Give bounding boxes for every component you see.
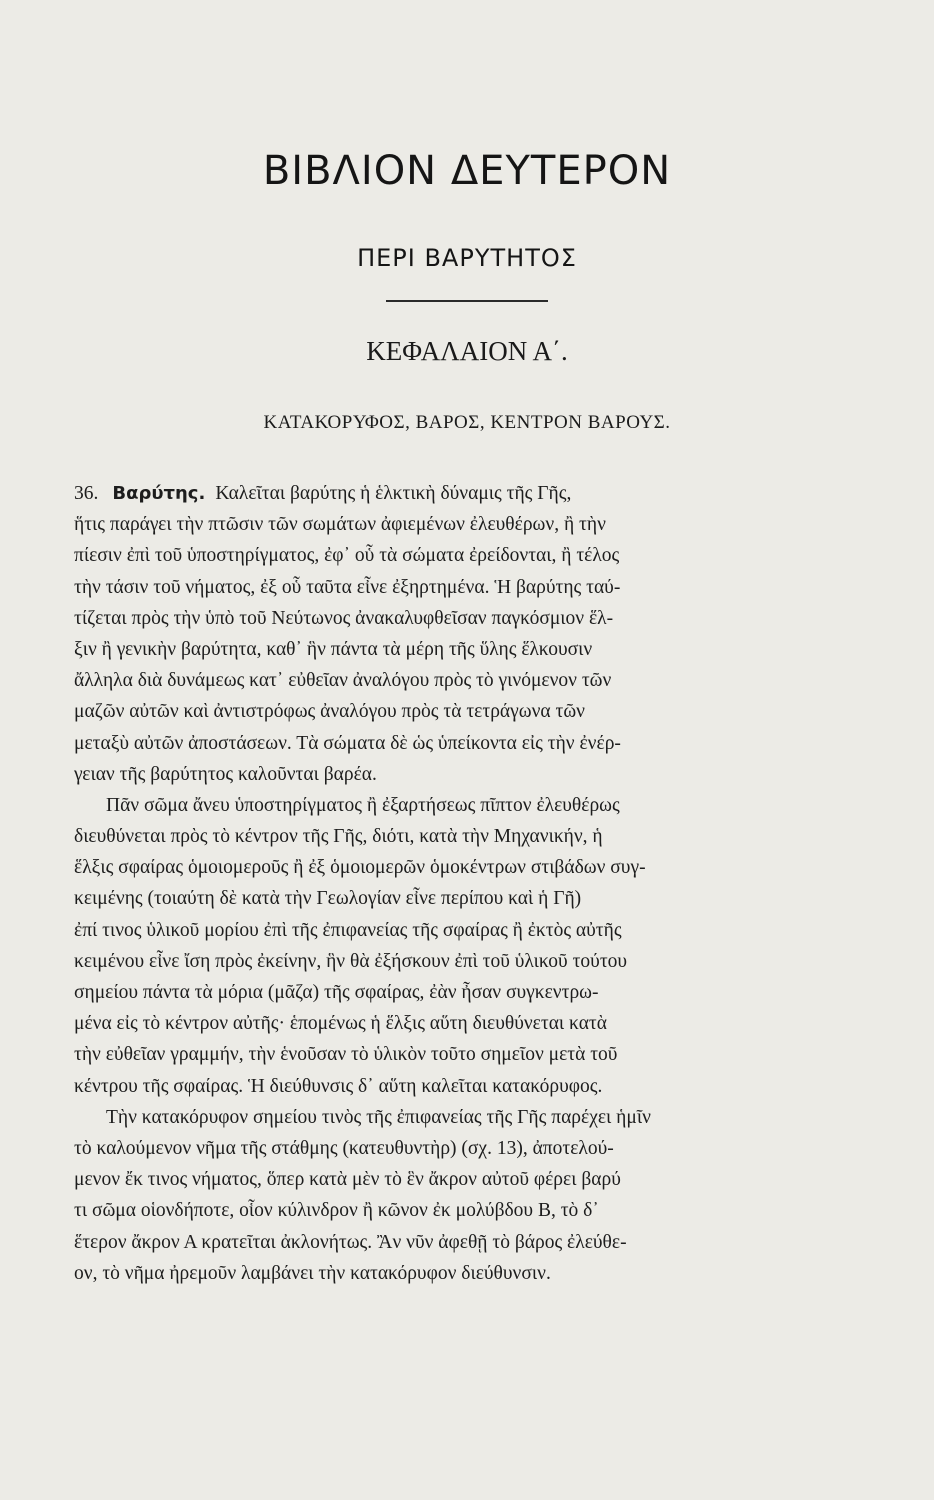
text-line: τὸ καλούμενον νῆμα τῆς στάθμης (κατευθυντὴρ) (σχ. 13), ἀποτελού- [74, 1137, 614, 1159]
text-line: μεταξὺ αὐτῶν ἀποστάσεων. Τὰ σώματα δὲ ὡς ὑπείκοντα εἰς τὴν ἐνέρ- [74, 732, 621, 754]
text-line: μένα εἰς τὸ κέντρον αὐτῆς· ἑπομένως ἡ ἕλξις αὕτη διευθύνεται κατὰ [74, 1013, 607, 1035]
text-line: μενον ἔκ τινος νήματος, ὅπερ κατὰ μὲν τὸ ἓν ἄκρον αὐτοῦ φέρει βαρύ [74, 1169, 621, 1191]
text-line: Πᾶν σῶμα ἄνευ ὑποστηρίγματος ἢ ἐξαρτήσεως πῖπτον ἐλευθέρως [106, 794, 620, 816]
text-line: σημείου πάντα τὰ μόρια (μᾶζα) τῆς σφαίρας, ἐὰν ἦσαν συγκεντρω- [74, 982, 599, 1003]
chapter-subtitle: ΚΑΤΑΚΟΡΥΦΟΣ, ΒΑΡΟΣ, ΚΕΝΤΡΟΝ ΒΑΡΟΥΣ. [263, 412, 671, 433]
text-line: τι σῶμα οἱονδήποτε, οἷον κύλινδρον ἢ κῶνον ἐκ μολύβδου Β, τὸ δ᾽ [74, 1200, 599, 1222]
text-line: ἐπί τινος ὑλικοῦ μορίου ἐπὶ τῆς ἐπιφανείας τῆς σφαίρας ἢ ἐκτὸς αὐτῆς [74, 919, 622, 941]
chapter-title: ΚΕΦΑΛΑΙΟΝ Α΄. [366, 336, 568, 366]
text-line: διευθύνεται πρὸς τὸ κέντρον τῆς Γῆς, διότι, κατὰ τὴν Μηχανικήν, ἡ [74, 826, 603, 848]
text-line: ἄλληλα διὰ δυνάμεως κατ᾽ εὐθεῖαν ἀναλόγου πρὸς τὸ γινόμενον τῶν [74, 670, 612, 692]
text-line: ξιν ἢ γενικὴν βαρύτητα, καθ᾽ ἣν πάντα τὰ μέρη τῆς ὕλης ἕλκουσιν [74, 638, 593, 660]
text-line: ἥτις παράγει τὴν πτῶσιν τῶν σωμάτων ἀφιεμένων ἐλευθέρων, ἢ τὴν [74, 514, 606, 536]
text-line: ἕτερον ἄκρον Α κρατεῖται ἀκλονήτως. Ἂν νῦν ἀφεθῇ τὸ βάρος ἐλεύθε- [74, 1231, 627, 1253]
text-line: γειαν τῆς βαρύτητος καλοῦνται βαρέα. [74, 763, 377, 785]
title-divider [386, 300, 548, 302]
text-line: πίεσιν ἐπὶ τοῦ ὑποστηρίγματος, ἐφ᾽ οὗ τὰ σώματα ἐρείδονται, ἢ τέλος [74, 545, 620, 567]
text-line: κειμένου εἶνε ἴση πρὸς ἐκείνην, ἣν θὰ ἐξήσκουν ἐπὶ τοῦ ὑλικοῦ τούτου [74, 950, 628, 972]
text-line: ον, τὸ νῆμα ἠρεμοῦν λαμβάνει τὴν κατακόρυφον διεύθυνσιν. [74, 1262, 551, 1284]
body-text [74, 478, 822, 1289]
text-line: ἕλξις σφαίρας ὁμοιομεροῦς ἢ ἐξ ὁμοιομερῶν ὁμοκέντρων στιβάδων συγ- [74, 857, 646, 879]
text-line: κειμένης (τοιαύτη δὲ κατὰ τὴν Γεωλογίαν εἶνε περίπου καὶ ἡ Γῆ) [74, 888, 582, 910]
text-line: μαζῶν αὐτῶν καὶ ἀντιστρόφως ἀναλόγου πρὸς τὰ τετράγωνα τῶν [74, 701, 585, 723]
text-line: τὴν εὐθεῖαν γραμμήν, τὴν ἑνοῦσαν τὸ ὑλικὸν τοῦτο σημεῖον μετὰ τοῦ [74, 1044, 618, 1066]
subject-title: ΠΕΡΙ ΒΑΡΥΤΗΤΟΣ [357, 244, 577, 272]
text-line: τὴν τάσιν τοῦ νήματος, ἐξ οὗ ταῦτα εἶνε ἐξηρτημένα. Ἡ βαρύτης ταύ- [74, 576, 621, 598]
book-title: ΒΙΒΛΙΟΝ ΔΕΥΤΕΡΟΝ [262, 148, 672, 194]
text-line-content: Καλεῖται βαρύτης ἡ ἑλκτικὴ δύναμις τῆς Γῆς, [215, 483, 572, 504]
text-line: κέντρου τῆς σφαίρας. Ἡ διεύθυνσις δ᾽ αὕτη καλεῖται κατακόρυφος. [74, 1075, 603, 1097]
section-number: 36. [74, 483, 99, 504]
text-line: Τὴν κατακόρυφον σημείου τινὸς τῆς ἐπιφανείας τῆς Γῆς παρέχει ἡμῖν [106, 1106, 651, 1128]
text-line: τίζεται πρὸς τὴν ὑπὸ τοῦ Νεύτωνος ἀνακαλυφθεῖσαν παγκόσμιον ἕλ- [74, 607, 614, 629]
text-line [74, 478, 822, 509]
section-heading: Βαρύτης. [112, 483, 206, 504]
